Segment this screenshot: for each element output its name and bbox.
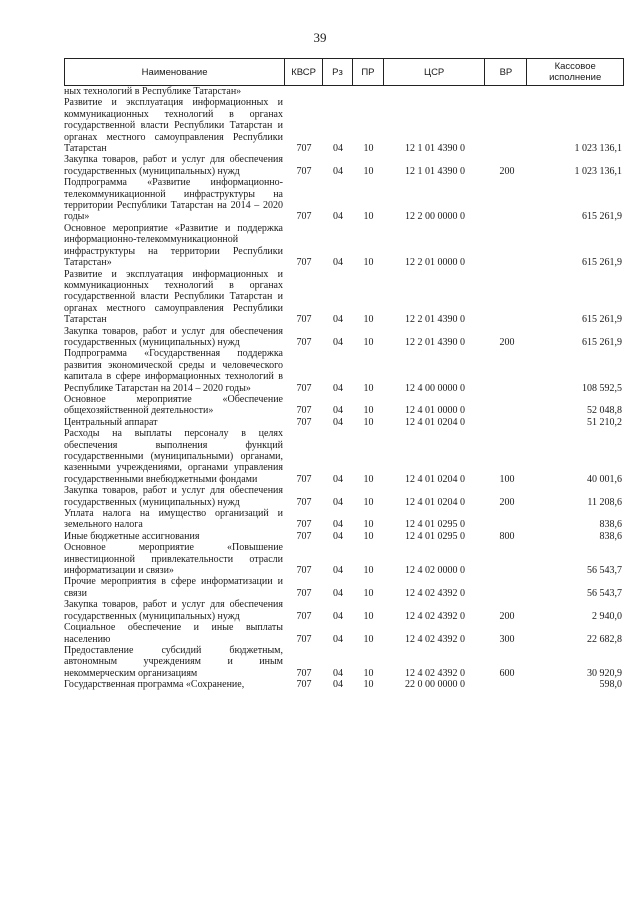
cell-name: Государственная программа «Сохранение, [64, 679, 245, 691]
cell-pr: 10 [363, 314, 374, 326]
cell-rz: 04 [333, 519, 343, 531]
cell-name: Уплата налога на имущество организаций и земельного налога [64, 508, 283, 531]
cell-name: Прочие мероприятия в сфере информатизации и связи [64, 576, 283, 599]
cell-sum: 615 261,9 [582, 314, 622, 326]
cell-pr: 10 [363, 165, 374, 177]
cell-name: Развитие и эксплуатация информационных и коммуникационных технологий в органах государственной власти Республики Татарстан и органах местного самоуправления Республики Татарстан [64, 268, 283, 326]
cell-rz: 04 [333, 416, 343, 428]
header-kvsr: КВСР [285, 59, 323, 85]
cell-sum: 615 261,9 [582, 211, 622, 223]
table-row [64, 394, 624, 417]
cell-sum: 52 048,8 [587, 405, 622, 417]
cell-vr: 800 [499, 530, 515, 542]
cell-kvsr: 707 [296, 405, 312, 417]
cell-sum: 1 023 136,1 [574, 143, 622, 155]
cell-kvsr: 707 [296, 211, 312, 223]
cell-csr: 12 4 01 0000 0 [405, 405, 465, 417]
cell-name: Закупка товаров, работ и услуг для обеспечения государственных (муниципальных) нужд [64, 485, 283, 508]
cell-rz: 04 [333, 496, 343, 508]
cell-sum: 56 543,7 [587, 587, 622, 599]
table-row [64, 531, 624, 542]
cell-pr: 10 [363, 473, 374, 485]
table-row [64, 508, 624, 531]
cell-kvsr: 707 [296, 473, 312, 485]
cell-name: Центральный аппарат [64, 416, 158, 428]
cell-name: Основное мероприятие «Обеспечение общехозяйственной деятельности» [64, 393, 283, 417]
table-row [64, 645, 624, 679]
cell-kvsr: 707 [296, 679, 312, 691]
cell-pr: 10 [363, 496, 374, 508]
table-row [64, 269, 624, 326]
cell-pr: 10 [363, 211, 374, 223]
cell-kvsr: 707 [296, 610, 312, 622]
table-row [64, 177, 624, 223]
cell-sum: 40 001,6 [587, 473, 622, 485]
table-row [64, 223, 624, 269]
cell-sum: 598,0 [599, 679, 622, 691]
table-row [64, 576, 624, 599]
cell-kvsr: 707 [296, 257, 312, 269]
table-row [64, 326, 624, 349]
cell-rz: 04 [333, 587, 343, 599]
cell-csr: 12 4 01 0204 0 [405, 416, 465, 428]
cell-rz: 04 [333, 257, 343, 269]
cell-kvsr: 707 [296, 565, 312, 577]
cell-rz: 04 [333, 633, 343, 645]
cell-pr: 10 [363, 633, 374, 645]
cell-vr: 100 [499, 473, 515, 485]
cell-csr: 12 2 01 4390 0 [405, 314, 465, 326]
table-row [64, 622, 624, 645]
cell-kvsr: 707 [296, 530, 312, 542]
header-pr: ПР [353, 59, 384, 85]
cell-rz: 04 [333, 473, 343, 485]
cell-kvsr: 707 [296, 667, 312, 679]
cell-kvsr: 707 [296, 633, 312, 645]
table-row [64, 485, 624, 508]
cell-csr: 12 4 02 4392 0 [405, 610, 465, 622]
cell-rz: 04 [333, 565, 343, 577]
cell-vr: 200 [499, 336, 515, 348]
cell-csr: 12 2 00 0000 0 [405, 211, 465, 223]
cell-csr: 12 4 01 0204 0 [405, 473, 465, 485]
cell-sum: 56 543,7 [587, 565, 622, 577]
cell-sum: 838,6 [599, 530, 622, 542]
header-rz: Рз [323, 59, 353, 85]
cell-pr: 10 [363, 257, 374, 269]
cell-sum: 11 208,6 [587, 496, 622, 508]
cell-vr: 300 [499, 633, 515, 645]
cell-csr: 12 4 00 0000 0 [405, 382, 465, 394]
cell-name: Социальное обеспечение и иные выплаты населению [64, 622, 283, 645]
cell-rz: 04 [333, 667, 343, 679]
cell-vr: 200 [499, 496, 515, 508]
cell-rz: 04 [333, 405, 343, 417]
cell-sum: 838,6 [599, 519, 622, 531]
cell-sum: 2 940,0 [592, 610, 622, 622]
cell-sum: 22 682,8 [587, 633, 622, 645]
cell-name: Развитие и эксплуатация информационных и коммуникационных технологий в органах государственной власти Республики Татарстан и органах местного самоуправления Республики Татарстан [64, 97, 283, 155]
cell-kvsr: 707 [296, 314, 312, 326]
cell-csr: 12 4 01 0295 0 [405, 530, 465, 542]
cell-name: Основное мероприятие «Повышение инвестиционной привлекательности отрасли информатизации и связи» [64, 542, 283, 577]
cell-vr: 200 [499, 165, 515, 177]
page-number: 39 [313, 30, 327, 45]
cell-rz: 04 [333, 530, 343, 542]
cell-name: Иные бюджетные ассигнования [64, 530, 200, 542]
cell-pr: 10 [363, 143, 374, 155]
cell-csr: 12 4 01 0204 0 [405, 496, 465, 508]
cell-csr: 12 4 02 0000 0 [405, 565, 465, 577]
cell-kvsr: 707 [296, 165, 312, 177]
cell-rz: 04 [333, 336, 343, 348]
cell-csr: 12 1 01 4390 0 [405, 165, 465, 177]
cell-rz: 04 [333, 382, 343, 394]
table-row [64, 428, 624, 485]
cell-csr: 12 4 02 4392 0 [405, 667, 465, 679]
cell-sum: 30 920,9 [587, 667, 622, 679]
table-row [64, 417, 624, 428]
cell-sum: 615 261,9 [582, 336, 622, 348]
cell-kvsr: 707 [296, 336, 312, 348]
cell-rz: 04 [333, 211, 343, 223]
cell-vr: 600 [499, 667, 515, 679]
table-row [64, 542, 624, 576]
cell-vr: 200 [499, 610, 515, 622]
cell-kvsr: 707 [296, 519, 312, 531]
cell-pr: 10 [363, 336, 374, 348]
cell-csr: 12 4 02 4392 0 [405, 587, 465, 599]
cell-kvsr: 707 [296, 416, 312, 428]
cell-csr: 12 2 01 4390 0 [405, 336, 465, 348]
table-header [64, 58, 624, 86]
table-row [64, 86, 624, 97]
cell-name: Расходы на выплаты персоналу в целях обеспечения выполнения функций государственными (муниципальными) органами, казенными учреждениями, органами управления государственными внебюджетными фондами [64, 428, 283, 485]
cell-name: Основное мероприятие «Развитие и поддержка информационно-телекоммуникационной инфраструктуры на территории Республики Татарстан» [64, 222, 283, 269]
cell-rz: 04 [333, 610, 343, 622]
table-row [64, 154, 624, 177]
cell-name: ных технологий в Республике Татарстан» [64, 86, 242, 97]
cell-kvsr: 707 [296, 143, 312, 155]
cell-name: Предоставление субсидий бюджетным, автономным учреждениям и иным некоммерческим организациям [64, 644, 283, 679]
table-row [64, 599, 624, 622]
cell-csr: 12 4 01 0295 0 [405, 519, 465, 531]
cell-sum: 108 592,5 [582, 382, 622, 394]
cell-csr: 22 0 00 0000 0 [405, 679, 465, 691]
header-csr: ЦСР [384, 59, 486, 85]
cell-pr: 10 [363, 565, 374, 577]
header-vr: ВР [485, 59, 527, 85]
table-row [64, 679, 624, 690]
cell-pr: 10 [363, 382, 374, 394]
cell-kvsr: 707 [296, 496, 312, 508]
table-row [64, 97, 624, 154]
table-body [64, 86, 624, 691]
cell-kvsr: 707 [296, 382, 312, 394]
cell-sum: 51 210,2 [587, 416, 622, 428]
cell-name: Подпрограмма «Развитие информационно-телекоммуникационной инфраструктуры на территории Республики Татарстан на 2014 – 2020 годы» [64, 177, 283, 223]
cell-pr: 10 [363, 610, 374, 622]
cell-pr: 10 [363, 667, 374, 679]
cell-name: Закупка товаров, работ и услуг для обеспечения государственных (муниципальных) нужд [64, 154, 283, 177]
cell-csr: 12 4 02 4392 0 [405, 633, 465, 645]
cell-rz: 04 [333, 679, 343, 691]
cell-name: Закупка товаров, работ и услуг для обеспечения государственных (муниципальных) нужд [64, 325, 283, 348]
cell-sum: 1 023 136,1 [574, 165, 622, 177]
cell-sum: 615 261,9 [582, 257, 622, 269]
header-sum: Кассовое исполнение [549, 61, 602, 83]
table-row [64, 348, 624, 394]
cell-name: Подпрограмма «Государственная поддержка развития экономической среды и человеческого капитала в сфере информационных технологий в Республике Татарстан на 2014 – 2020 годы» [64, 348, 283, 394]
cell-pr: 10 [363, 679, 374, 691]
cell-rz: 04 [333, 143, 343, 155]
cell-csr: 12 1 01 4390 0 [405, 143, 465, 155]
cell-rz: 04 [333, 165, 343, 177]
cell-kvsr: 707 [296, 587, 312, 599]
cell-pr: 10 [363, 587, 374, 599]
cell-csr: 12 2 01 0000 0 [405, 257, 465, 269]
cell-pr: 10 [363, 530, 374, 542]
cell-pr: 10 [363, 416, 374, 428]
cell-name: Закупка товаров, работ и услуг для обеспечения государственных (муниципальных) нужд [64, 599, 283, 622]
cell-pr: 10 [363, 405, 374, 417]
cell-rz: 04 [333, 314, 343, 326]
cell-pr: 10 [363, 519, 374, 531]
header-name: Наименование [65, 59, 285, 85]
